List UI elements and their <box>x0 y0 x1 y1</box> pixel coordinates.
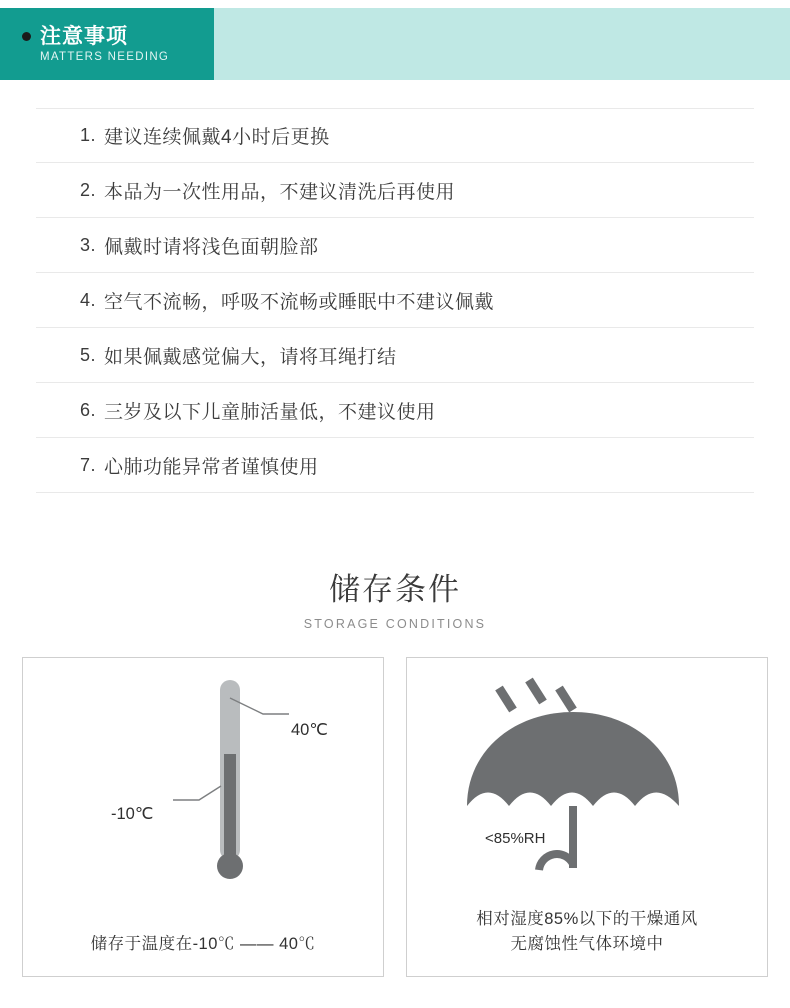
section-subtitle: MATTERS NEEDING <box>40 51 170 64</box>
list-item-number: 2. <box>80 179 97 200</box>
temperature-high-label: 40℃ <box>291 721 328 739</box>
storage-subtitle: STORAGE CONDITIONS <box>303 617 487 631</box>
temperature-graphic <box>23 658 383 932</box>
storage-title: 储存条件 <box>329 572 461 607</box>
section-header-tab <box>0 8 214 80</box>
storage-cards <box>0 631 790 977</box>
list-item <box>36 328 754 383</box>
temperature-caption: 储存于温度在-10℃ —— 40℃ <box>90 935 316 954</box>
list-item-number: 3. <box>80 234 97 255</box>
storage-card-temperature <box>22 657 384 977</box>
humidity-caption-line1: 相对湿度85%以下的干燥通风 <box>476 909 698 928</box>
notice-list <box>36 108 754 493</box>
list-item <box>36 108 754 163</box>
list-item-label: 佩戴时请将浅色面朝脸部 <box>104 236 319 258</box>
section-title: 注意事项 <box>40 24 128 48</box>
list-item <box>36 273 754 328</box>
list-item <box>36 163 754 218</box>
umbrella-rain-icon <box>407 658 769 908</box>
humidity-value-label: <85%RH <box>485 830 546 847</box>
list-item <box>36 438 754 493</box>
list-item-label: 本品为一次性用品，不建议清洗后再使用 <box>104 181 456 203</box>
list-item <box>36 218 754 273</box>
humidity-caption <box>462 907 712 976</box>
header-band <box>0 8 790 80</box>
notice-list-wrapper <box>0 80 790 493</box>
storage-card-humidity <box>406 657 768 977</box>
list-item-label: 建议连续佩戴4小时后更换 <box>104 127 330 148</box>
storage-conditions-section <box>0 550 790 977</box>
list-item-number: 1. <box>80 125 97 145</box>
list-item-number: 7. <box>80 454 97 475</box>
thermometer-icon <box>23 658 385 908</box>
humidity-caption-line2: 无腐蚀性气体环境中 <box>510 935 664 954</box>
list-item-number: 6. <box>80 399 97 420</box>
temperature-low-label: -10℃ <box>111 805 154 823</box>
list-item-number: 4. <box>80 289 97 310</box>
list-item-label: 空气不流畅，呼吸不流畅或睡眠中不建议佩戴 <box>104 291 495 313</box>
list-item-label: 三岁及以下儿童肺活量低，不建议使用 <box>104 401 436 423</box>
bullet-dot-icon <box>22 32 31 41</box>
list-item-label: 心肺功能异常者谨慎使用 <box>104 456 319 478</box>
header-title-row <box>22 25 214 48</box>
list-item <box>36 383 754 438</box>
list-item-label: 如果佩戴感觉偏大，请将耳绳打结 <box>104 346 397 368</box>
humidity-graphic <box>407 658 767 907</box>
list-item-number: 5. <box>80 344 97 365</box>
